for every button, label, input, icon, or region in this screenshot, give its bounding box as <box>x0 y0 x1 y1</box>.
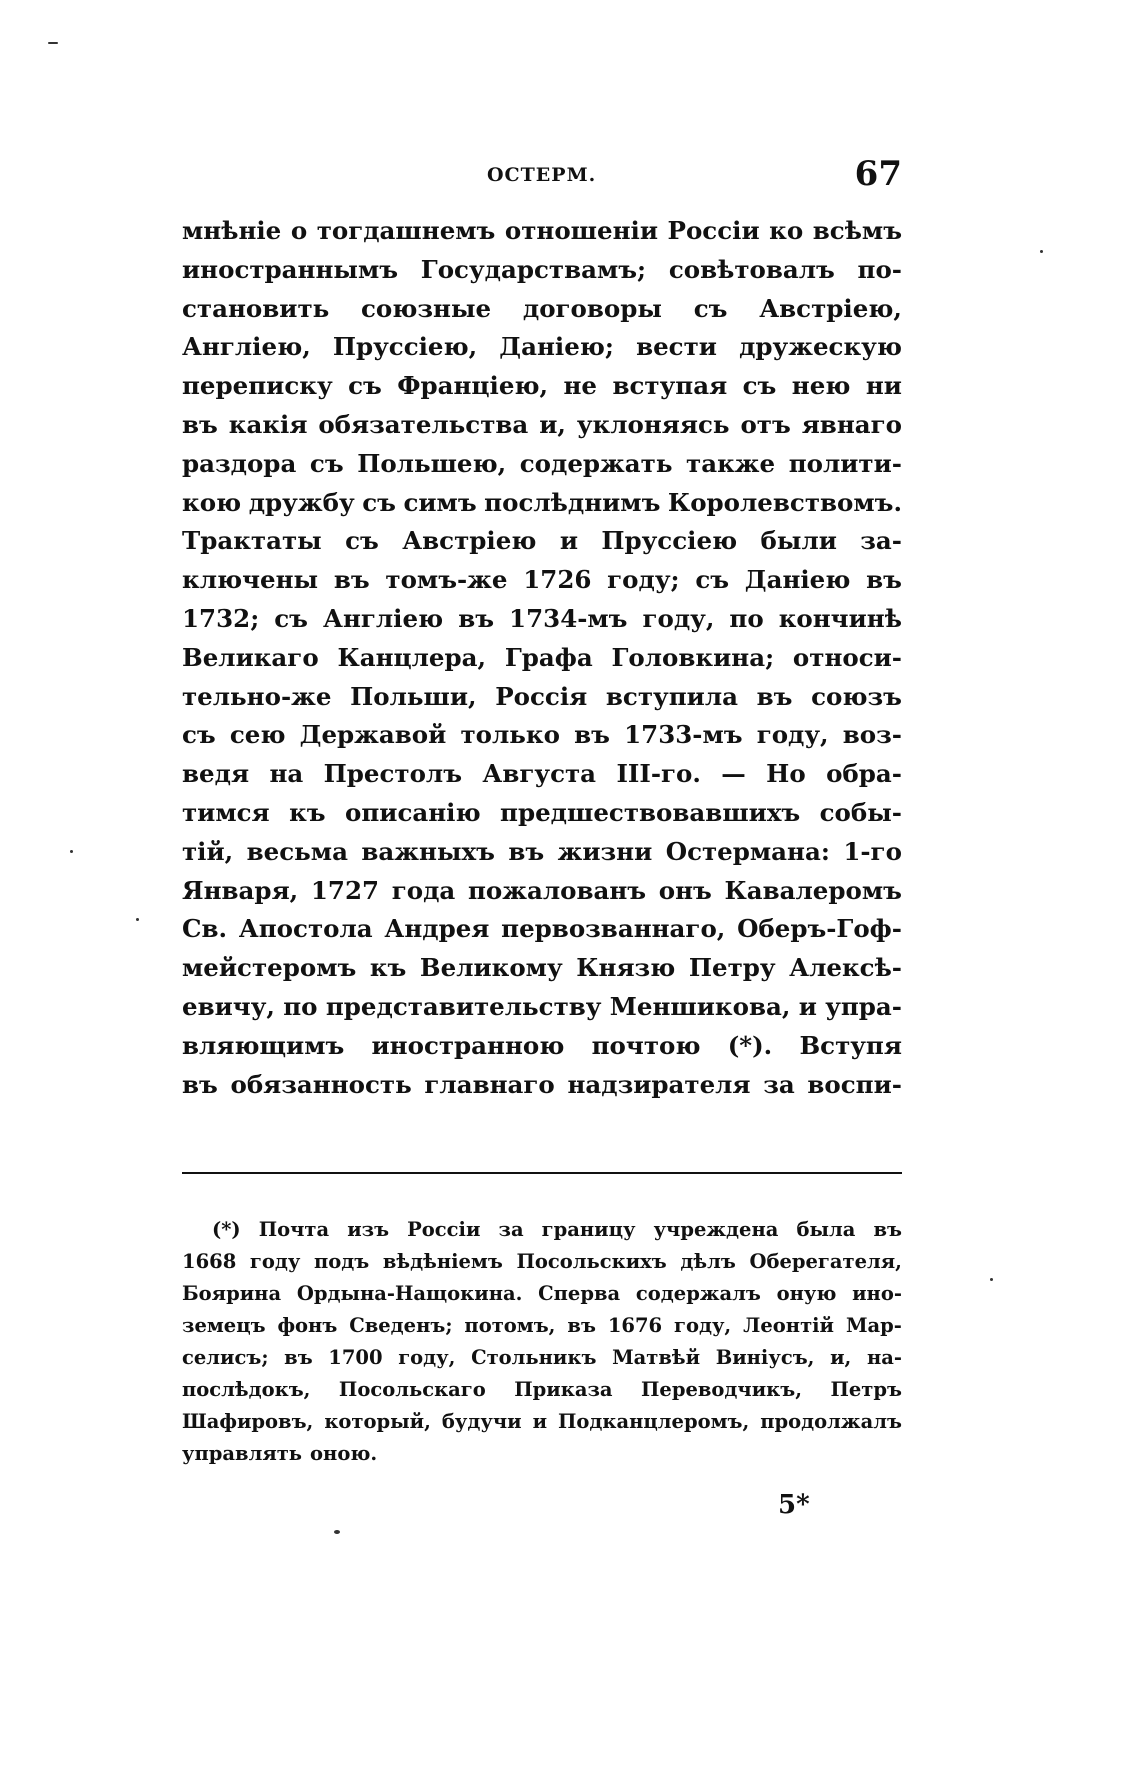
scan-speck <box>48 42 58 44</box>
text-line: вляющимъ иностранною почтою (*). Вступя <box>182 1030 902 1060</box>
footnote-line: Шафировъ, который, будучи и Подканцлеромъ, продолжалъ <box>182 1410 902 1433</box>
text-line: тельно-же Польши, Россія вступила въ союзъ <box>182 681 902 711</box>
footnote-line: послѣдокъ, Посольскаго Приказа Переводчикъ, Петръ <box>182 1378 902 1401</box>
footnote-line: (*) Почта изъ Россіи за границу учреждена была въ <box>212 1218 902 1241</box>
text-line: Трактаты съ Австріею и Пруссіею были за- <box>182 526 902 556</box>
text-line: 1732; съ Англіею въ 1734-мъ году, по кончинѣ <box>182 603 902 633</box>
footnote-line: земецъ фонъ Сведенъ; потомъ, въ 1676 году, Леонтій Мар- <box>182 1314 902 1337</box>
scan-speck <box>1040 250 1043 253</box>
signature-mark: 5* <box>778 1490 810 1520</box>
text-line: Англіею, Пруссіею, Даніею; вести дружескую <box>182 332 902 362</box>
text-line: ключены въ томъ-же 1726 году; съ Даніею въ <box>182 565 902 595</box>
footnote-line: управлять оною. <box>182 1442 378 1465</box>
text-line: Св. Апостола Андрея первозваннаго, Оберъ-Гоф- <box>182 914 902 944</box>
text-line: кою дружбу съ симъ послѣднимъ Королевствомъ. <box>182 487 902 517</box>
text-line: иностраннымъ Государствамъ; совѣтовалъ по- <box>182 254 902 284</box>
text-line: мейстеромъ къ Великому Князю Петру Алексѣ- <box>182 953 902 983</box>
footnote-line: Боярина Ордына-Нащокина. Сперва содержалъ оную ино- <box>182 1282 902 1305</box>
text-line: переписку съ Франціею, не вступая съ нею ни <box>182 371 902 401</box>
scan-speck <box>990 1278 993 1281</box>
scan-speck <box>70 850 73 853</box>
text-line: тимся къ описанію предшествовавшихъ собы- <box>182 797 902 827</box>
scan-speck <box>136 918 139 921</box>
page-number: 67 <box>854 154 902 194</box>
text-line: въ обязанность главнаго надзирателя за воспи- <box>182 1069 902 1099</box>
text-line: мнѣніе о тогдашнемъ отношеніи Россіи ко всѣмъ <box>182 216 902 245</box>
text-line: Января, 1727 года пожалованъ онъ Кавалеромъ <box>182 875 902 905</box>
text-line: Великаго Канцлера, Графа Головкина; относи- <box>182 642 902 672</box>
text-line: раздора съ Польшею, содержать также полити- <box>182 448 902 478</box>
footnote <box>182 1214 902 1470</box>
text-line: евичу, по представительству Меншикова, и упра- <box>182 991 902 1021</box>
running-head <box>182 150 902 200</box>
footnote-divider <box>182 1172 902 1174</box>
text-line: ведя на Престолъ Августа III-го. — Но обра- <box>182 759 902 789</box>
text-line: въ какія обязательства и, уклоняясь отъ явнаго <box>182 409 902 439</box>
text-line: съ сею Державой только въ 1733-мъ году, воз- <box>182 720 902 750</box>
scan-speck <box>334 1530 340 1534</box>
text-line: тій, весьма важныхъ въ жизни Остермана: 1-го <box>182 836 902 866</box>
main-text <box>182 212 902 1104</box>
running-title: ОСТЕРМ. <box>487 164 597 186</box>
footnote-line: 1668 году подъ вѣдѣніемъ Посольскихъ дѣлъ Оберегателя, <box>182 1250 902 1273</box>
footnote-line: селисъ; въ 1700 году, Стольникъ Матвѣй Виніусъ, и, на- <box>182 1346 902 1369</box>
text-line: становить союзные договоры съ Австріею, <box>182 293 902 323</box>
